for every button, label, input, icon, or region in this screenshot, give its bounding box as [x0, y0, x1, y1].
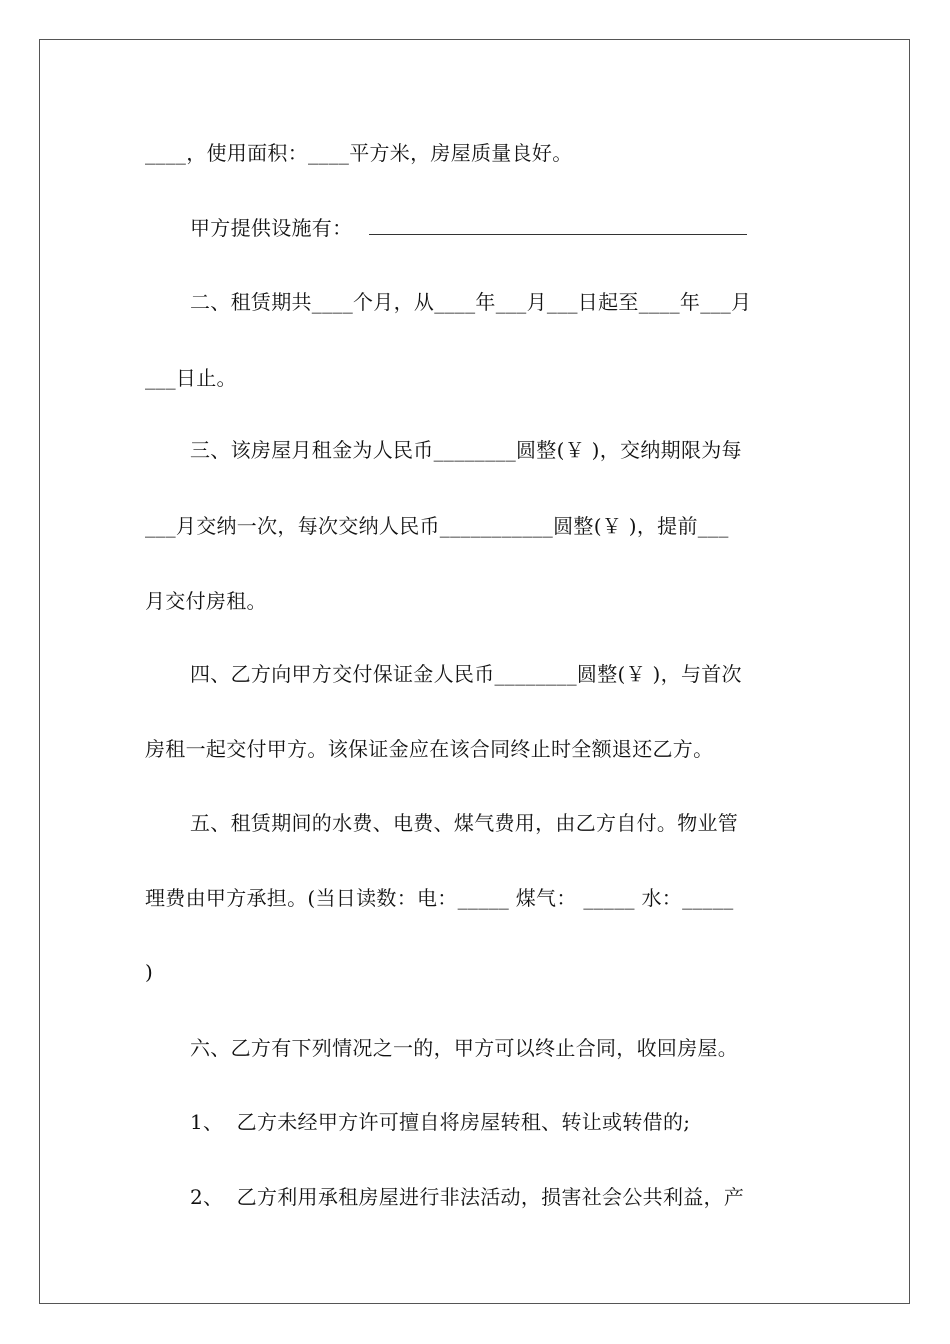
text-line-area: ____，使用面积：____平方米，房屋质量良好。 — [145, 141, 573, 165]
text-line-item-1: 1、 乙方未经甲方许可擅自将房屋转租、转让或转借的; — [190, 1110, 691, 1134]
text-line-clause-3-cont: ___月交纳一次，每次交纳人民币___________圆整(￥ )，提前___ — [145, 514, 729, 538]
text-line-clause-6: 六、乙方有下列情况之一的，甲方可以终止合同，收回房屋。 — [190, 1036, 739, 1060]
text-line-clause-3: 三、该房屋月租金为人民币________圆整(￥ )，交纳期限为每 — [190, 438, 742, 462]
text-line-clause-2-cont: ___日止。 — [145, 366, 237, 390]
text-line-item-2: 2、 乙方利用承租房屋进行非法活动，损害社会公共利益，产 — [190, 1185, 745, 1209]
text-line-clause-4: 四、乙方向甲方交付保证金人民币________圆整(￥ )，与首次 — [190, 662, 742, 686]
text-line-clause-5-cont: 理费由甲方承担。(当日读数：电：_____ 煤气： _____ 水：_____ — [145, 886, 734, 910]
text-line-facilities: 甲方提供设施有： — [190, 216, 353, 240]
text-line-clause-2: 二、租赁期共____个月，从____年___月___日起至____年___月 — [190, 290, 752, 314]
text-line-clause-5: 五、租赁期间的水费、电费、煤气费用，由乙方自付。物业管 — [190, 811, 739, 835]
facilities-blank-underline — [369, 234, 747, 235]
text-line-clause-4-cont: 房租一起交付甲方。该保证金应在该合同终止时全额退还乙方。 — [145, 737, 714, 761]
text-line-clause-3-end: 月交付房租。 — [145, 589, 267, 613]
text-line-clause-5-end: ) — [145, 960, 154, 984]
